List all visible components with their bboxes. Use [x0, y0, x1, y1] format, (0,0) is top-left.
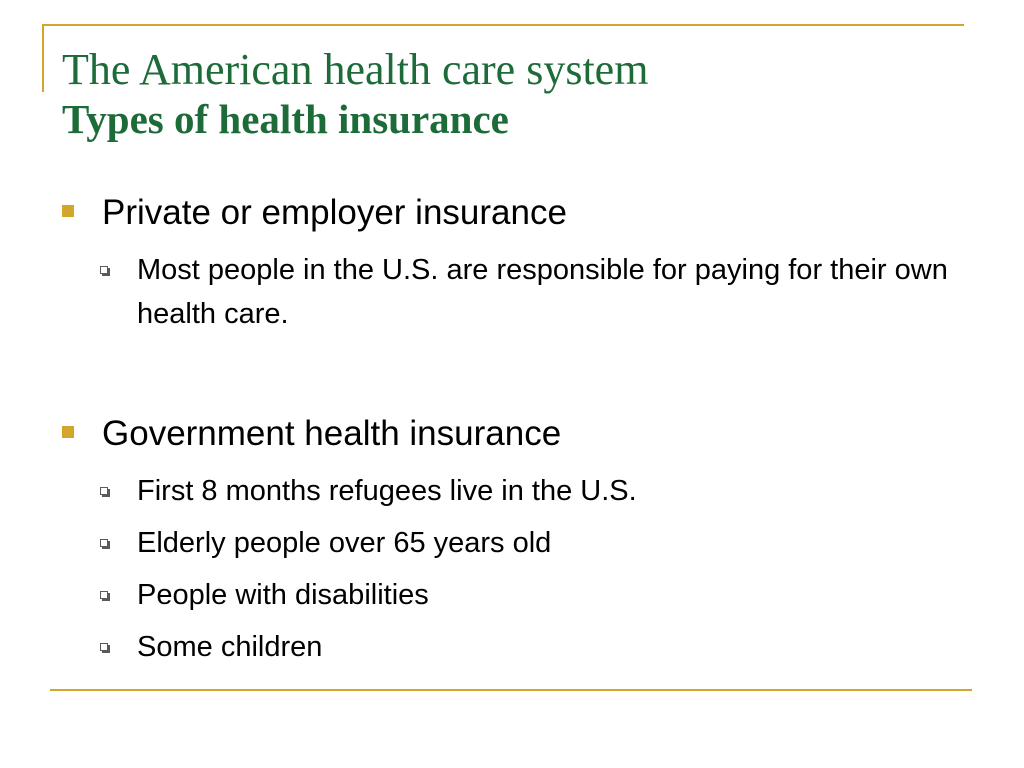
bullet-heading: Government health insurance	[102, 414, 562, 453]
title-block	[62, 44, 962, 142]
hollow-square-bullet-icon	[100, 591, 108, 599]
sub-bullet-text: Elderly people over 65 years old	[137, 527, 552, 559]
hollow-square-bullet-icon	[100, 266, 108, 274]
sub-bullet-text: First 8 months refugees live in the U.S.	[137, 475, 637, 507]
frame-accent-top	[42, 24, 964, 26]
frame-accent-vertical	[42, 24, 44, 92]
bullet-heading: Private or employer insurance	[102, 193, 567, 232]
hollow-square-bullet-icon	[100, 539, 108, 547]
frame-accent-bottom	[50, 689, 972, 691]
square-bullet-icon	[62, 205, 74, 217]
slide-subtitle: Types of health insurance	[62, 96, 509, 142]
sub-bullet-text: People with disabilities	[137, 579, 429, 611]
hollow-square-bullet-icon	[100, 643, 108, 651]
square-bullet-icon	[62, 426, 74, 438]
slide-title: The American health care system	[62, 45, 649, 94]
sub-bullet-text: Most people in the U.S. are responsible for paying for their own health care.	[137, 254, 948, 330]
hollow-square-bullet-icon	[100, 487, 108, 495]
sub-bullet-text: Some children	[137, 631, 323, 663]
